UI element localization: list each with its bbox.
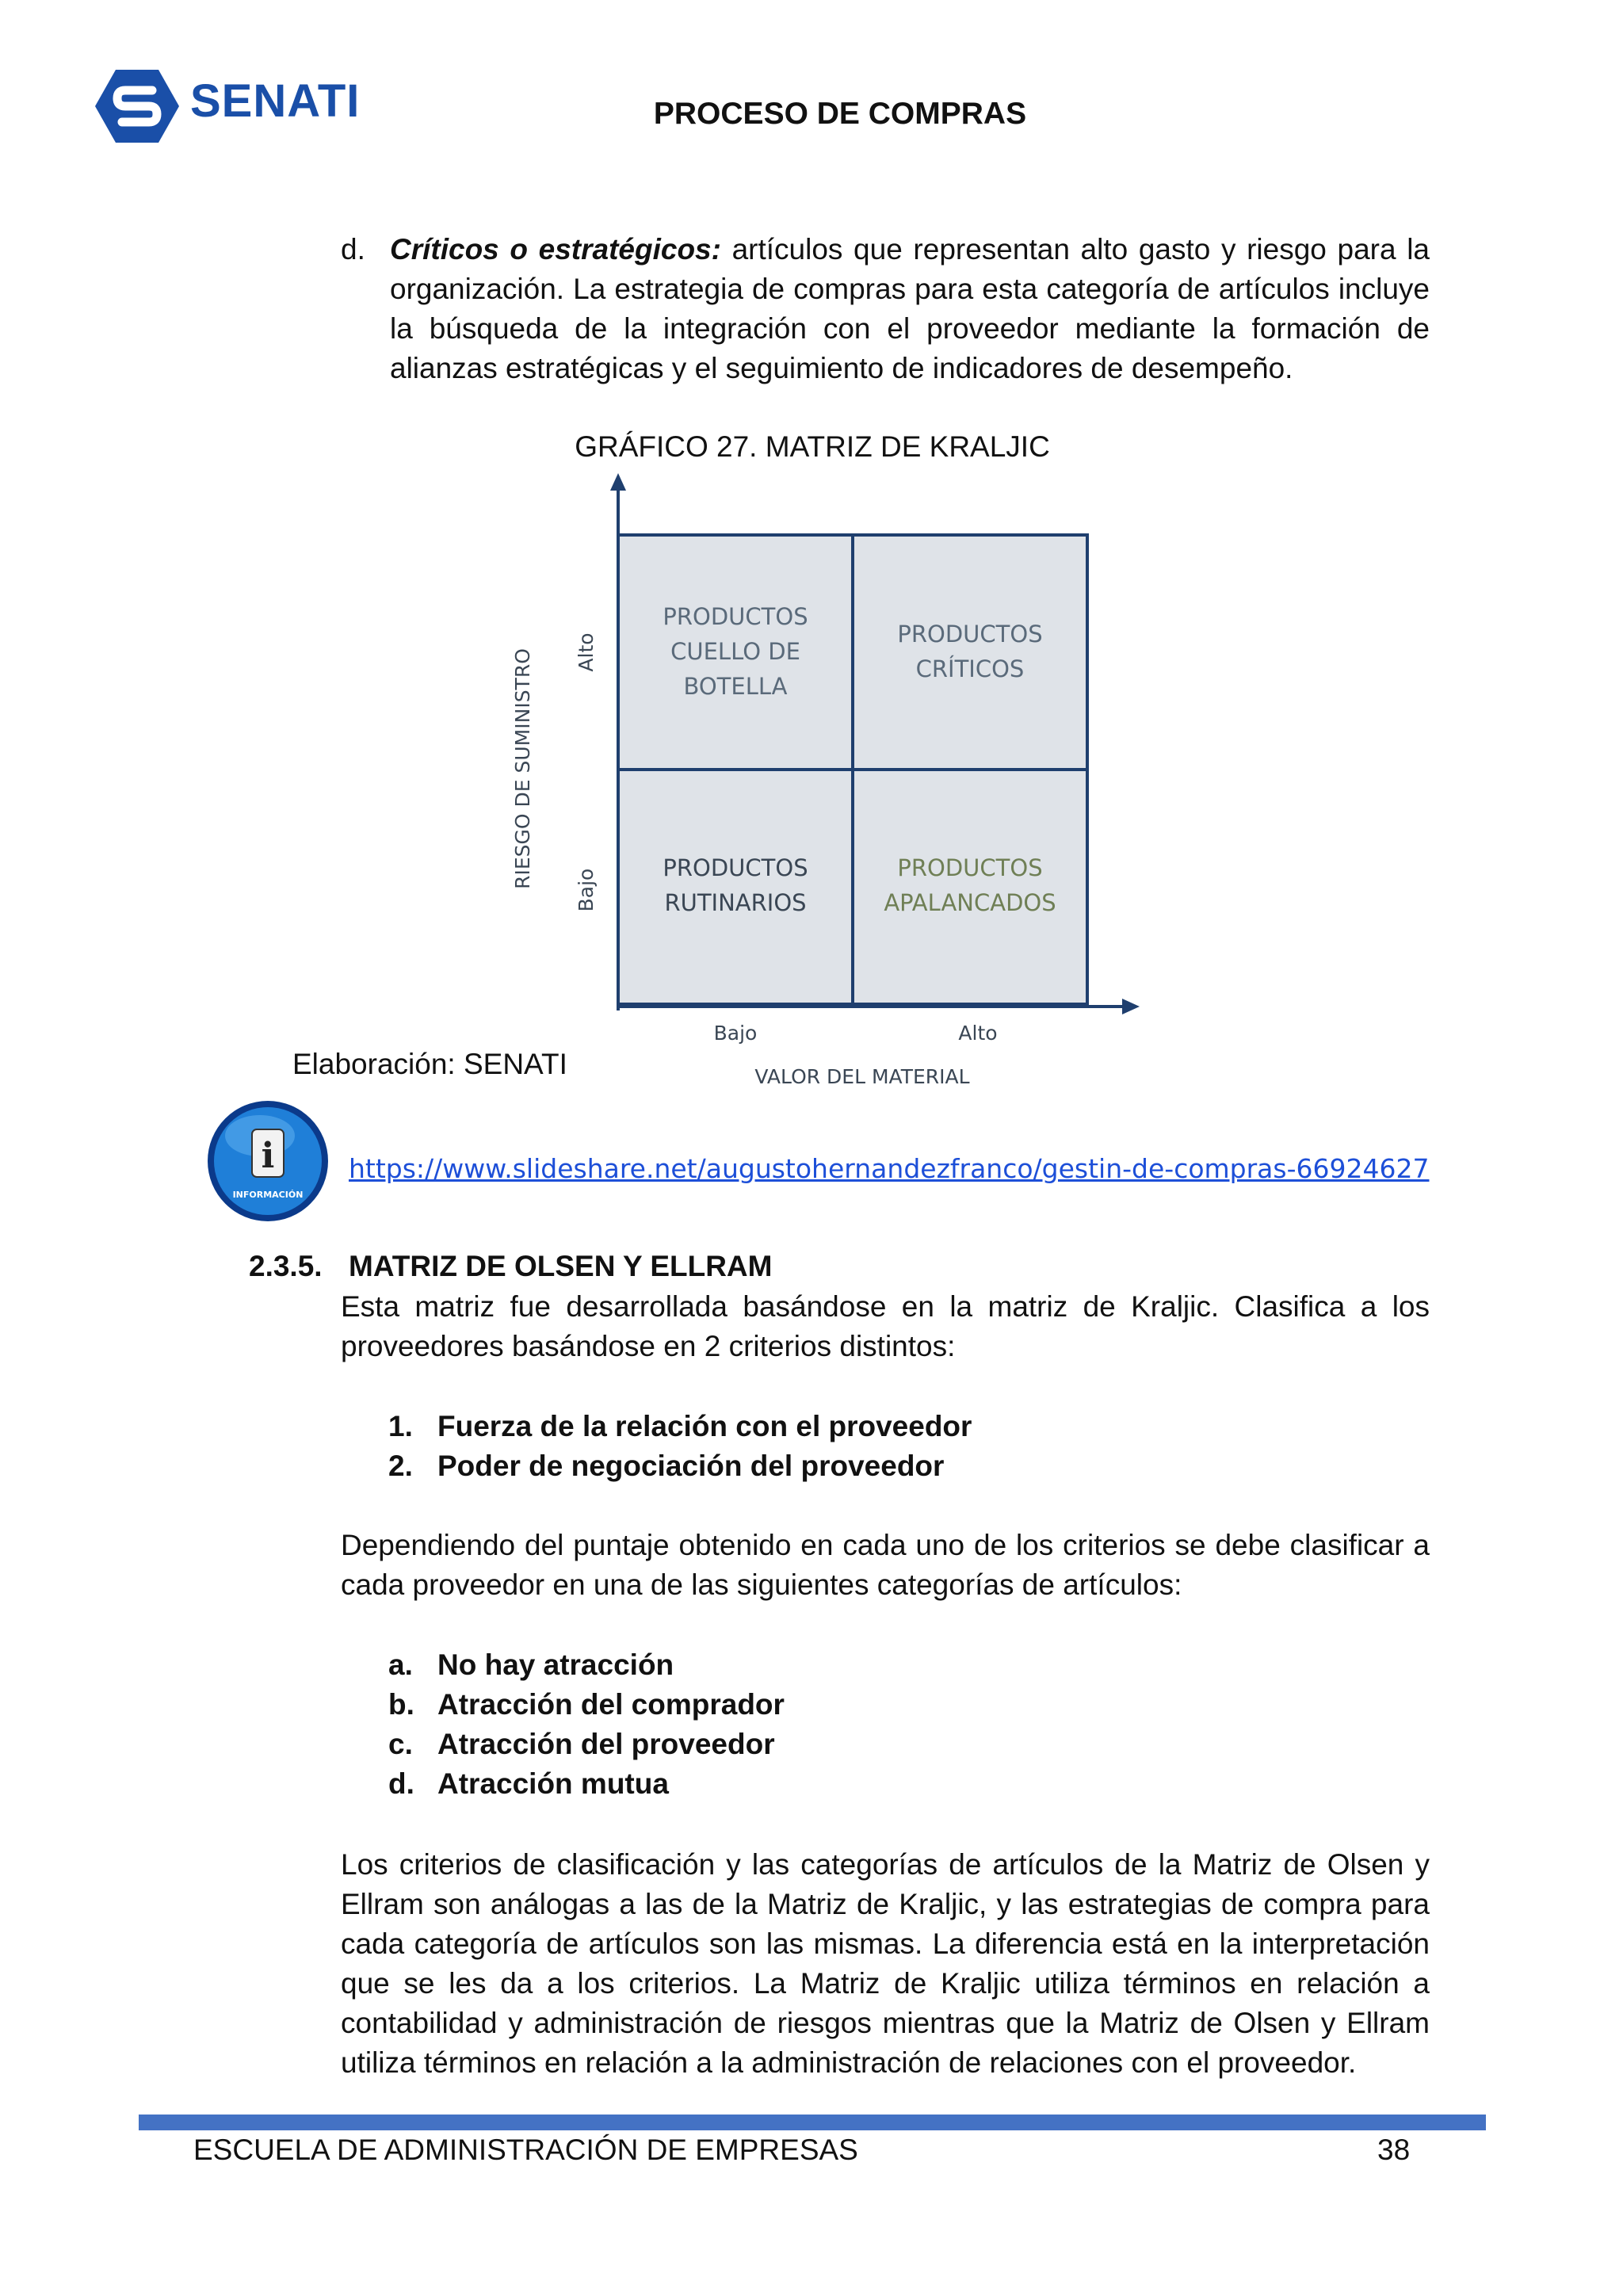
quadrant-bottom-left-line2: RUTINARIOS bbox=[664, 889, 807, 916]
list-marker: 2. bbox=[388, 1450, 413, 1482]
x-axis-label: VALOR DEL MATERIAL bbox=[754, 1065, 970, 1088]
item-d-text: artículos que representan alto gasto y riesgo para la organización. La estrategia de compras para esta categoría de artículos incluye la búsqueda de la integración con el proveedor mediante la formación de alianzas estratégicas y el seguimiento de indicadores de desempeño. bbox=[390, 233, 1430, 384]
list-item-text: Atracción del comprador bbox=[437, 1688, 785, 1721]
x-axis-arrow bbox=[1122, 999, 1140, 1014]
figure-caption: GRÁFICO 27. MATRIZ DE KRALJIC bbox=[575, 430, 1050, 463]
footer-school: ESCUELA DE ADMINISTRACIÓN DE EMPRESAS bbox=[193, 2134, 858, 2166]
quadrant-bottom-right bbox=[853, 770, 1087, 1004]
list-marker: d. bbox=[341, 233, 365, 266]
list-item-text: No hay atracción bbox=[437, 1648, 674, 1681]
quadrant-top-left-line2: CUELLO DE bbox=[670, 638, 800, 665]
y-axis-arrow bbox=[610, 473, 626, 491]
section-intro: Esta matriz fue desarrollada basándose en la matriz de Kraljic. Clasifica a los proveedores basándose en 2 criterios distintos: bbox=[341, 1290, 1430, 1362]
quadrant-top-right-line1: PRODUCTOS bbox=[897, 621, 1043, 648]
list-marker: c. bbox=[388, 1728, 413, 1760]
list-item-text: Atracción mutua bbox=[437, 1767, 669, 1800]
x-low-label: Bajo bbox=[713, 1022, 758, 1045]
kraljic-matrix bbox=[475, 472, 1173, 1102]
footer-bar bbox=[139, 2115, 1486, 2130]
source-link[interactable]: https://www.slideshare.net/augustohernandezfranco/gestin-de-compras-66924627 bbox=[349, 1153, 1430, 1184]
list-item-text: Poder de negociación del proveedor bbox=[437, 1450, 945, 1482]
list-item bbox=[341, 1725, 1430, 1764]
item-d-term: Críticos o estratégicos: bbox=[390, 233, 721, 266]
paragraph-categories-intro: Dependiendo del puntaje obtenido en cada uno de los criterios se debe clasificar a cada proveedor en una de las siguientes categorías de artículos: bbox=[341, 1529, 1430, 1601]
y-high-label: Alto bbox=[575, 632, 598, 672]
list-item-text: Fuerza de la relación con el proveedor bbox=[437, 1410, 972, 1442]
quadrant-bottom-right-line2: APALANCADOS bbox=[884, 889, 1056, 916]
y-low-label: Bajo bbox=[575, 868, 598, 912]
quadrant-bottom-right-line1: PRODUCTOS bbox=[897, 854, 1043, 881]
figure-source: Elaboración: SENATI bbox=[292, 1048, 567, 1080]
list-item bbox=[341, 1446, 1430, 1486]
list-marker: a. bbox=[388, 1648, 413, 1681]
list-item bbox=[341, 1407, 1430, 1446]
quadrant-top-left-line3: BOTELLA bbox=[683, 673, 788, 700]
quadrant-top-right bbox=[853, 535, 1087, 770]
section-title: MATRIZ DE OLSEN Y ELLRAM bbox=[349, 1250, 773, 1282]
information-icon bbox=[204, 1098, 331, 1224]
document-title: PROCESO DE COMPRAS bbox=[653, 97, 1027, 131]
quadrant-bottom-left-line1: PRODUCTOS bbox=[663, 854, 808, 881]
list-item bbox=[341, 1645, 1430, 1685]
list-marker: b. bbox=[388, 1688, 414, 1721]
quadrant-top-right-line2: CRÍTICOS bbox=[915, 655, 1025, 682]
senati-hexagon-icon bbox=[94, 67, 181, 146]
quadrant-bottom-left bbox=[618, 770, 853, 1004]
list-item-text: Atracción del proveedor bbox=[437, 1728, 775, 1760]
senati-logo bbox=[94, 67, 379, 146]
x-high-label: Alto bbox=[958, 1022, 998, 1045]
criteria-list bbox=[341, 1407, 1430, 1486]
svg-text:i: i bbox=[261, 1136, 275, 1176]
info-badge-text: INFORMACIÓN bbox=[232, 1190, 304, 1200]
page-number: 38 bbox=[1377, 2134, 1411, 2166]
logo-text: SENATI bbox=[190, 75, 361, 127]
paragraph-comparison: Los criterios de clasificación y las categorías de artículos de la Matriz de Olsen y Ellram son análogas a las de la Matriz de Kraljic, y las estrategias de compra para cada categoría de artículos son las mismas. La diferencia está en la interpretación que se les da a los criterios. La Matriz de Kraljic utiliza términos en relación a contabilidad y administración de riesgos mientras que la Matriz de Olsen y Ellram utiliza términos en relación a la administración de relaciones con el proveedor. bbox=[341, 1848, 1430, 2079]
categories-list bbox=[341, 1645, 1430, 1804]
list-item bbox=[341, 1685, 1430, 1725]
section-number: 2.3.5. bbox=[249, 1250, 323, 1282]
list-item bbox=[341, 1764, 1430, 1804]
list-marker: d. bbox=[388, 1767, 414, 1800]
list-marker: 1. bbox=[388, 1410, 413, 1442]
y-axis-label: RIESGO DE SUMINISTRO bbox=[511, 648, 534, 889]
item-d-paragraph bbox=[390, 230, 1430, 388]
quadrant-top-left-line1: PRODUCTOS bbox=[663, 603, 808, 630]
